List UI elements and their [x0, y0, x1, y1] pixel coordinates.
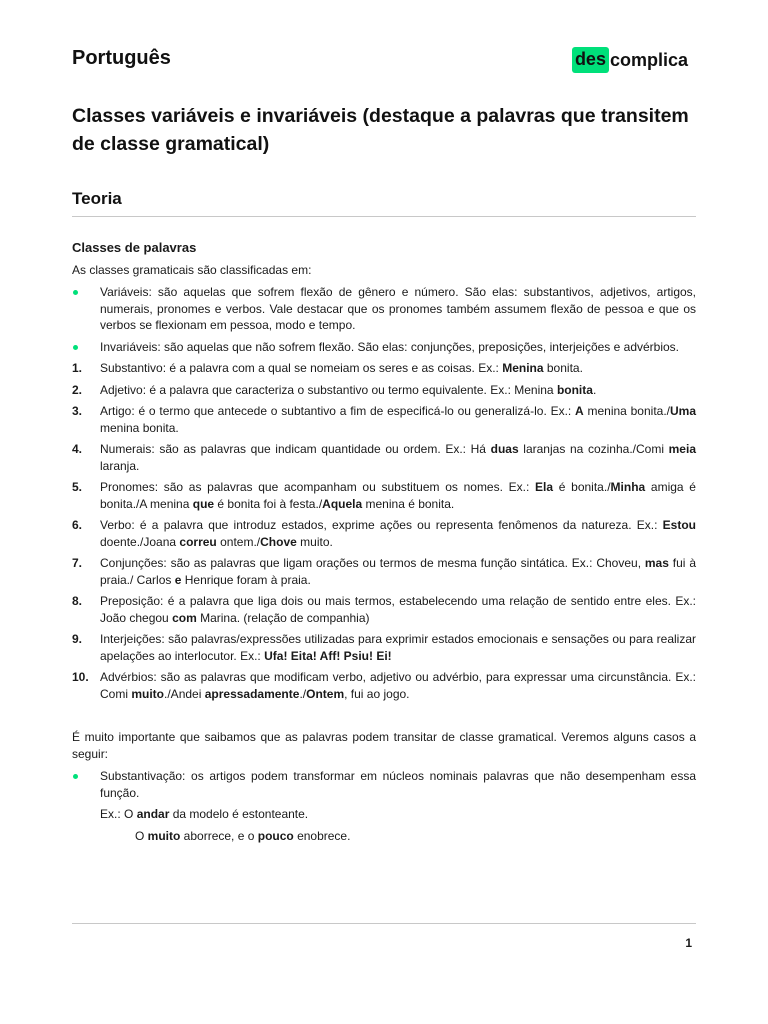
item-number: 5.	[72, 480, 83, 494]
numbered-item	[72, 479, 696, 512]
list-item-text: Verbo: é a palavra que introduz estados, exprime ações ou representa fenômenos da natureza. Ex.: Estou doente./Joana correu ontem./Chove muito.	[100, 518, 696, 549]
list-item	[72, 768, 696, 801]
section-heading: Teoria	[72, 189, 122, 208]
list-item-text: Preposição: é a palavra que liga dois ou mais termos, estabelecendo uma relação de sentido entre eles. Ex.: João chegou com Marina. (relação de companhia)	[100, 594, 696, 625]
numbered-item	[72, 360, 696, 377]
numbered-item	[72, 403, 696, 436]
section-divider	[72, 216, 696, 217]
list-item-text: Advérbios: são as palavras que modificam verbo, adjetivo ou advérbio, para expressar uma circunstância. Ex.: Comi muito./Andei apressadamente./Ontem, fui ao jogo.	[100, 670, 696, 701]
intro-text: As classes gramaticais são classificadas em:	[72, 262, 312, 277]
list-item-text: Variáveis: são aquelas que sofrem flexão de gênero e número. São elas: substantivos, adjetivos, artigos, numerais, pronomes e verbos. Vale destacar que os pronomes também assumem flexão de pessoa e que os verbos se flexionam em pessoa, modo e tempo.	[100, 285, 696, 332]
list-item	[72, 284, 696, 334]
item-number: 9.	[72, 632, 83, 646]
class-numbered-list	[72, 360, 696, 702]
item-number: 2.	[72, 382, 83, 397]
footer-divider	[72, 923, 696, 924]
item-number: 1.	[72, 361, 83, 375]
numbered-item	[72, 441, 696, 474]
list-item-text: Substantivação: os artigos podem transformar em núcleos nominais palavras que não desempenham essa função.	[100, 769, 696, 800]
numbered-item	[72, 631, 696, 664]
numbered-item	[72, 669, 696, 702]
bullet-dot-icon	[73, 774, 78, 779]
page-number: 1	[685, 936, 692, 950]
lesson-title: Classes variáveis e invariáveis (destaque a palavras que transitem de classe gramatical)	[72, 105, 689, 155]
item-number: 3.	[72, 404, 83, 418]
logo-text: complica	[609, 50, 688, 70]
list-item-text: Artigo: é o termo que antecede o subtantivo a fim de especificá-lo ou generalizá-lo. Ex.: A menina bonita./Uma menina bonita.	[100, 404, 697, 435]
numbered-item	[72, 593, 696, 626]
list-item-text: Interjeições: são palavras/expressões utilizadas para exprimir estados emocionais e sensações ou para realizar apelações ao interlocutor. Ex.: Ufa! Eita! Aff! Psiu! Ei!	[100, 632, 696, 663]
item-number: 7.	[72, 556, 83, 570]
item-number: 6.	[72, 518, 83, 532]
descomplica-logo	[572, 46, 688, 74]
list-item-text: Pronomes: são as palavras que acompanham ou substituem os nomes. Ex.: Ela é bonita./Minha amiga é bonita./A menina que é bonita foi à festa./Aquela menina é bonita.	[100, 480, 696, 511]
item-number: 8.	[72, 594, 83, 608]
numbered-item	[72, 382, 696, 399]
example-line: Ex.: O andar da modelo é estonteante.	[100, 807, 309, 821]
list-item-text: Conjunções: são as palavras que ligam orações ou termos de mesma função sintática. Ex.: Choveu, mas fui à praia./ Carlos e Henrique foram à praia.	[100, 556, 696, 587]
list-item-text: Adjetivo: é a palavra que caracteriza o substantivo ou termo equivalente. Ex.: Menina bonita.	[100, 382, 597, 397]
bullet-dot-icon	[73, 290, 78, 295]
example-line: O muito aborrece, e o pouco enobrece.	[135, 828, 351, 843]
list-item-text: Substantivo: é a palavra com a qual se nomeiam os seres e as coisas. Ex.: Menina bonita.	[100, 361, 583, 375]
class-bullet-list	[72, 284, 696, 355]
document-page	[72, 0, 696, 1024]
bullet-dot-icon	[73, 345, 78, 350]
logo-highlight: des	[572, 47, 609, 73]
item-number: 4.	[72, 442, 83, 456]
subject-title: Português	[72, 47, 171, 69]
item-number: 10.	[72, 670, 89, 684]
list-item-text: Invariáveis: são aquelas que não sofrem flexão. São elas: conjunções, preposições, interjeições e advérbios.	[100, 339, 680, 354]
list-item-text: Numerais: são as palavras que indicam quantidade ou ordem. Ex.: Há duas laranjas na cozinha./Comi meia laranja.	[100, 442, 696, 473]
numbered-item	[72, 517, 696, 550]
subsection-heading: Classes de palavras	[72, 240, 197, 255]
list-item	[72, 339, 696, 356]
numbered-item	[72, 555, 696, 588]
content-body	[72, 240, 696, 849]
transit-intro: É muito importante que saibamos que as palavras podem transitar de classe gramatical. Veremos alguns casos a seguir:	[72, 730, 696, 761]
